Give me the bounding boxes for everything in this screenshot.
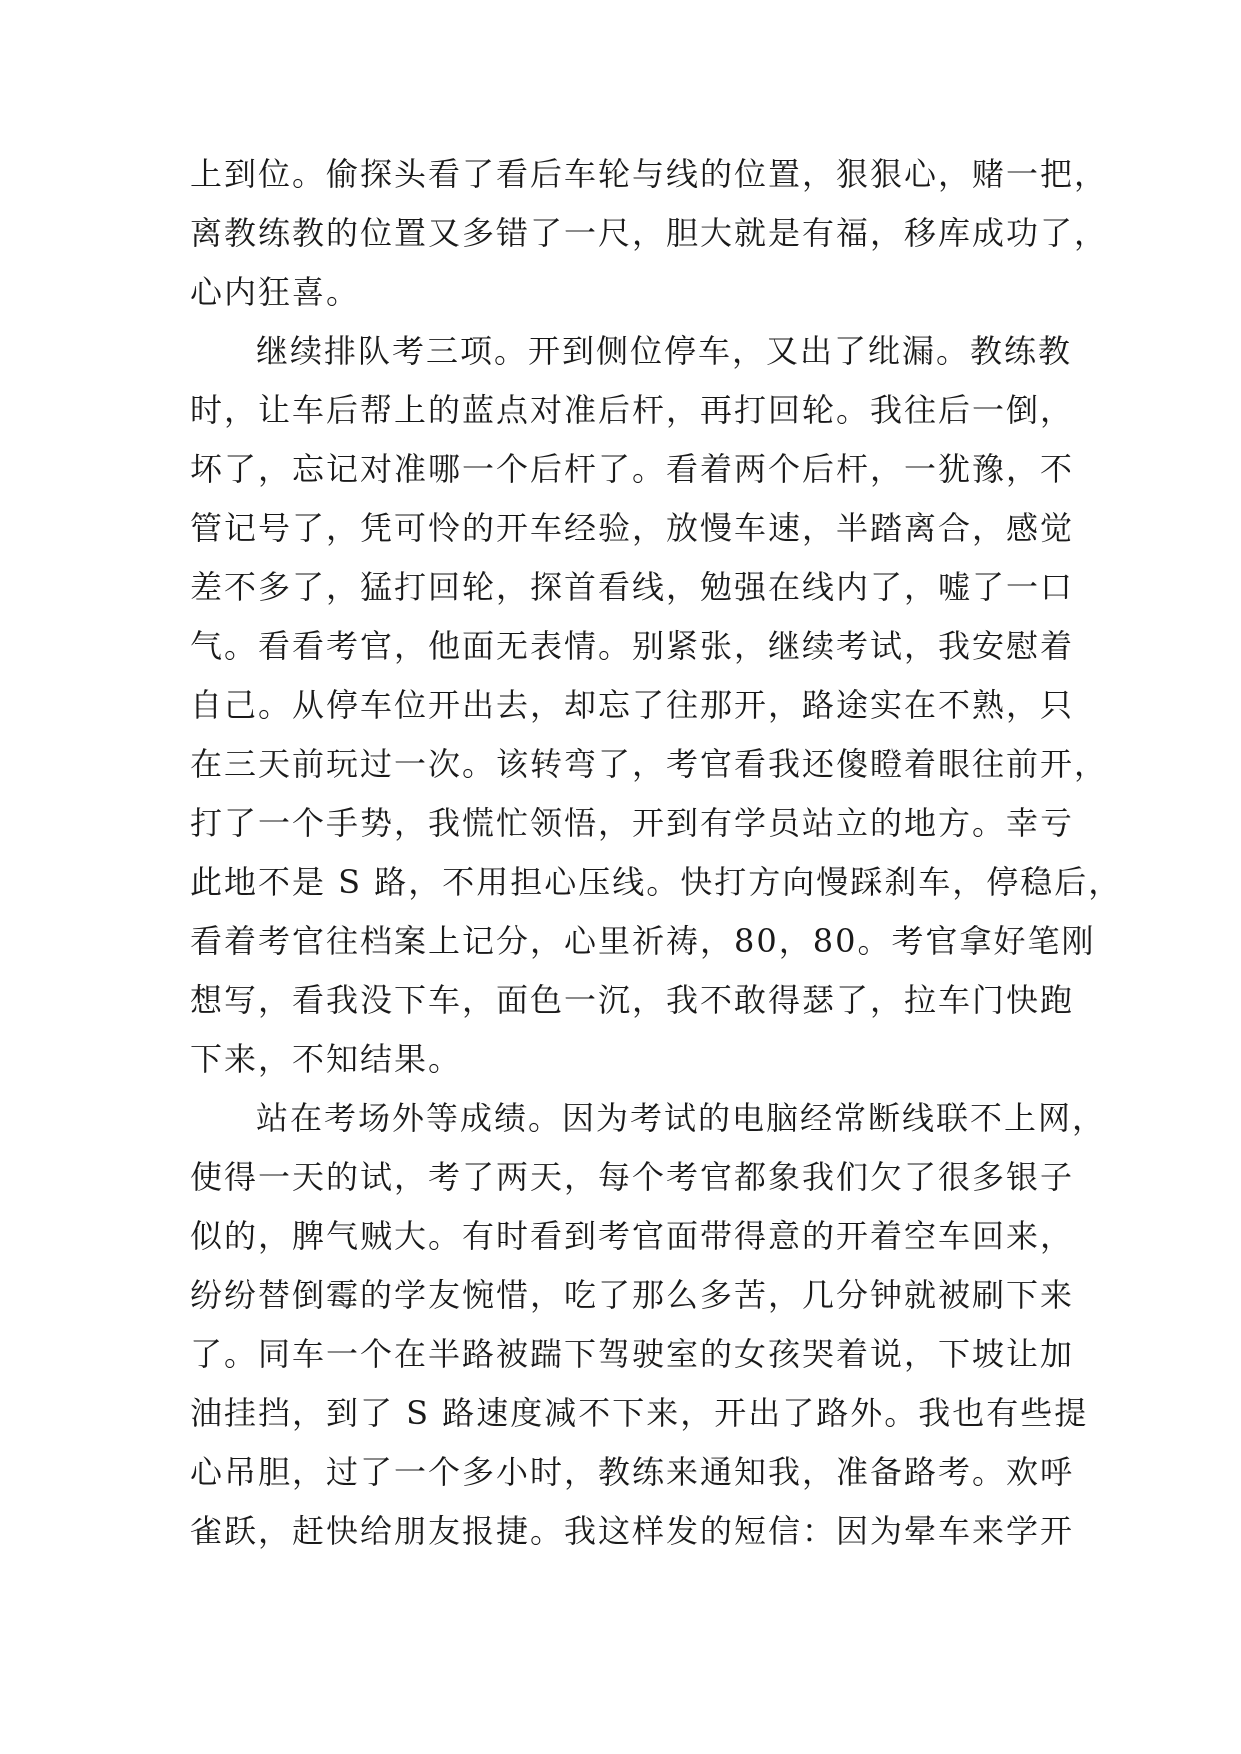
text-line: 自己。从停车位开出去，却忘了往那开，路途实在不熟，只: [190, 686, 1075, 724]
text-line: 下来，不知结果。: [190, 1040, 463, 1078]
text-line: 看着考官往档案上记分，心里祈祷，80，80。考官拿好笔刚: [190, 922, 1096, 960]
text-line: 管记号了，凭可怜的开车经验，放慢车速，半踏离合，感觉: [190, 509, 1075, 547]
text-line: 打了一个手势，我慌忙领悟，开到有学员站立的地方。幸亏: [190, 804, 1075, 842]
text-line: 心内狂喜。: [190, 273, 361, 311]
text-line: 纷纷替倒霉的学友惋惜，吃了那么多苦，几分钟就被刷下来: [190, 1276, 1075, 1314]
text-line: 在三天前玩过一次。该转弯了，考官看我还傻瞪着眼往前开，: [190, 745, 1109, 783]
text-line: 想写，看我没下车，面色一沉，我不敢得瑟了，拉车门快跑: [190, 981, 1075, 1019]
text-line: 离教练教的位置又多错了一尺，胆大就是有福，移库成功了，: [190, 214, 1109, 252]
text-line: 似的，脾气贼大。有时看到考官面带得意的开着空车回来，: [190, 1217, 1075, 1255]
text-line: 此地不是 S 路，不用担心压线。快打方向慢踩刹车，停稳后，: [190, 863, 1123, 901]
text-line: 心吊胆，过了一个多小时，教练来通知我，准备路考。欢呼: [190, 1453, 1075, 1491]
text-line: 油挂挡，到了 S 路速度减不下来，开出了路外。我也有些提: [190, 1394, 1089, 1432]
text-line: 时，让车后帮上的蓝点对准后杆，再打回轮。我往后一倒，: [190, 391, 1075, 429]
paragraph-first-line: 继续排队考三项。开到侧位停车，又出了纰漏。教练教: [256, 332, 1073, 370]
text-line: 雀跃，赶快给朋友报捷。我这样发的短信：因为晕车来学开: [190, 1512, 1075, 1550]
text-line: 上到位。偷探头看了看后车轮与线的位置，狠狠心，赌一把，: [190, 155, 1109, 193]
text-line: 使得一天的试，考了两天，每个考官都象我们欠了很多银子: [190, 1158, 1075, 1196]
text-line: 了。同车一个在半路被踹下驾驶室的女孩哭着说，下坡让加: [190, 1335, 1075, 1373]
paragraph-first-line: 站在考场外等成绩。因为考试的电脑经常断线联不上网，: [256, 1099, 1107, 1137]
text-line: 气。看看考官，他面无表情。别紧张，继续考试，我安慰着: [190, 627, 1075, 665]
text-line: 坏了，忘记对准哪一个后杆了。看着两个后杆，一犹豫，不: [190, 450, 1075, 488]
text-line: 差不多了，猛打回轮，探首看线，勉强在线内了，嘘了一口: [190, 568, 1075, 606]
